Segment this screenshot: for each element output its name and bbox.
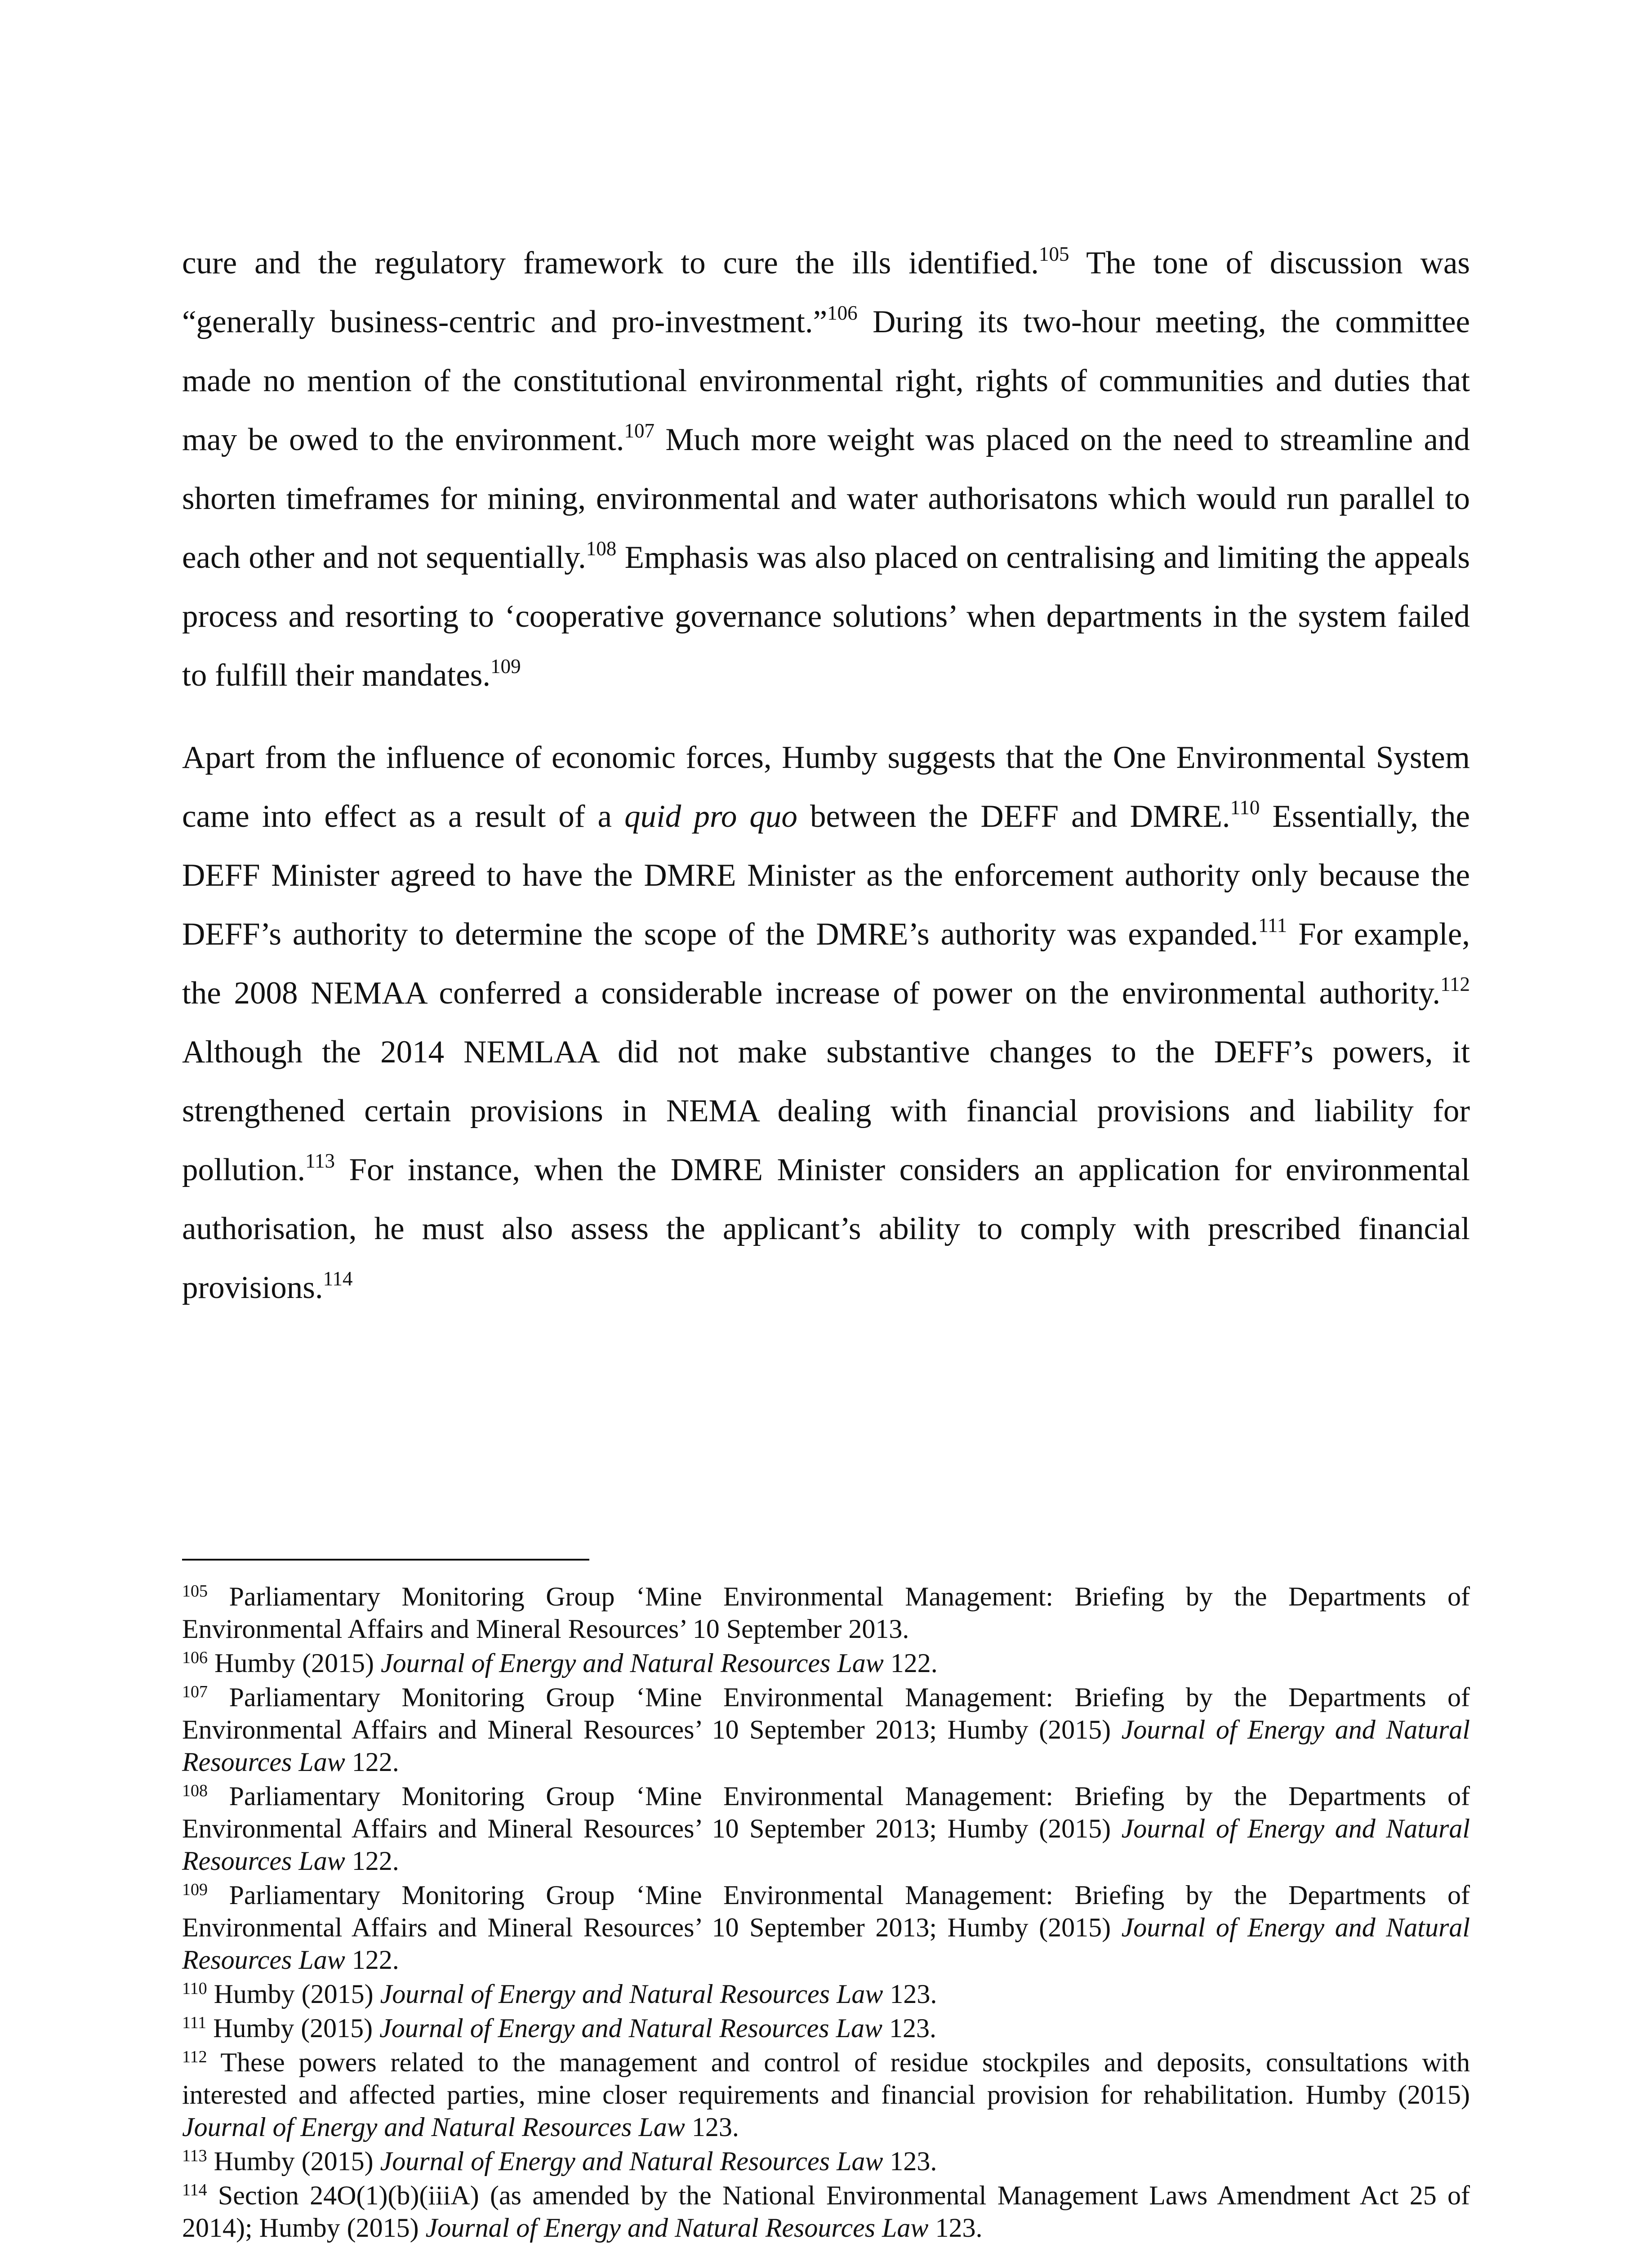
sentence: Much more weight was placed on the need to streamline and shorten timeframes for mining, environmental and water authorisatons which would run parallel to each other and not sequentially. [182,422,1470,575]
journal-title: Journal of Energy and Natural Resources Law [380,2146,883,2176]
footnote-ref-105[interactable]: 105 [1038,243,1069,265]
footnote-number: 107 [182,1682,208,1701]
footnote-text: Humby (2015) [207,2146,380,2176]
footnote-text: 122. [345,1846,399,1876]
footnote-109 [182,1879,1470,1976]
journal-title: Journal of Energy and Natural Resources Law [380,1648,884,1678]
footnote-105 [182,1580,1470,1645]
footnote-text: These powers related to the management and control of residue stockpiles and deposits, consultations with interested and affected parties, mine closer requirements and financial provision for rehabilitation. Humby (2015) [182,2047,1470,2110]
journal-title: Journal of Energy and Natural Resources Law [182,1814,1470,1876]
footnote-text: Humby (2015) [207,1979,380,2009]
sentence: cure and the regulatory framework to cure the ills identified. [182,245,1039,281]
footnotes-section [182,1580,1470,2246]
journal-title: Journal of Energy and Natural Resources Law [380,1979,883,2009]
footnote-107 [182,1681,1470,1778]
footnote-text: 122. [345,1945,399,1975]
footnote-text: Parliamentary Monitoring Group ‘Mine Environmental Management: Briefing by the Departments of Environmental Affairs and Mineral Resources’ 10 September 2013; Humby (2015) [182,1781,1470,1843]
footnote-text: 122. [883,1648,938,1678]
sentence: Emphasis was also placed on centralising and limiting the appeals process and resorting to ‘cooperative governance solutions’ when departments in the system failed to fulfill their mandates. [182,540,1470,693]
footnote-number: 110 [182,1979,207,1998]
sentence: For example, the 2008 NEMAA conferred a considerable increase of power on the environmental authority. [182,917,1470,1011]
footnote-ref-109[interactable]: 109 [490,655,521,678]
footnote-ref-112[interactable]: 112 [1440,973,1470,995]
sentence: Although the 2014 NEMLAA did not make substantive changes to the DEFF’s powers, it strengthened certain provisions in NEMA dealing with financial provisions and liability for pollution. [182,1035,1470,1187]
body-paragraph-1 [182,234,1470,705]
sentence: Apart from the influence of economic forces, Humby suggests that the One Environmental System came into effect as a result of a [182,740,1470,834]
footnote-number: 112 [182,2047,207,2066]
journal-title: Journal of Energy and Natural Resources Law [182,2112,685,2142]
journal-title: Journal of Energy and Natural Resources Law [379,2013,882,2043]
journal-title: Journal of Energy and Natural Resources Law [425,2213,929,2243]
footnote-108 [182,1780,1470,1877]
footnote-text: 123. [883,1979,937,2009]
footnote-text: 123. [685,2112,739,2142]
sentence: Essentially, the DEFF Minister agreed to have the DMRE Minister as the enforcement authority only because the DEFF’s authority to determine the scope of the DMRE’s authority was expanded. [182,799,1470,952]
footnote-text: 123. [883,2146,937,2176]
footnote-ref-108[interactable]: 108 [586,537,617,560]
footnote-number: 114 [182,2181,207,2199]
footnote-number: 113 [182,2146,207,2165]
footnote-110 [182,1978,1470,2010]
footnote-number: 111 [182,2013,207,2032]
footnote-114 [182,2179,1470,2244]
footnote-number: 106 [182,1648,208,1667]
footnote-ref-114[interactable]: 114 [323,1267,353,1290]
footnote-separator [182,1559,589,1561]
sentence: For instance, when the DMRE Minister considers an application for environmental authorisation, he must also assess the applicant’s ability to comply with prescribed financial provisions. [182,1152,1470,1305]
footnote-text: Parliamentary Monitoring Group ‘Mine Environmental Management: Briefing by the Departments of Environmental Affairs and Mineral Resources’ 10 September 2013. [182,1582,1470,1644]
footnote-text: Parliamentary Monitoring Group ‘Mine Environmental Management: Briefing by the Departments of Environmental Affairs and Mineral Resources’ 10 September 2013; Humby (2015) [182,1682,1470,1744]
footnote-text: Humby (2015) [206,2013,380,2043]
footnote-number: 109 [182,1880,208,1899]
footnote-text: 123. [882,2013,936,2043]
footnote-ref-110[interactable]: 110 [1230,796,1260,819]
footnote-ref-111[interactable]: 111 [1258,914,1287,937]
footnote-111 [182,2012,1470,2044]
footnote-ref-107[interactable]: 107 [624,419,655,442]
sentence: between the DEFF and DMRE. [797,799,1230,834]
footnote-ref-113[interactable]: 113 [305,1150,335,1172]
sentence: The tone of discussion was “generally business-centric and pro-investment.” [182,245,1470,339]
footnote-text: Parliamentary Monitoring Group ‘Mine Environmental Management: Briefing by the Departments of Environmental Affairs and Mineral Resources’ 10 September 2013; Humby (2015) [182,1880,1470,1942]
footnote-number: 105 [182,1582,208,1601]
footnote-text: Humby (2015) [208,1648,381,1678]
footnote-ref-106[interactable]: 106 [827,302,858,324]
footnote-112 [182,2046,1470,2143]
footnote-text: Section 24O(1)(b)(iiiA) (as amended by the National Environmental Management Laws Amendment Act 25 of 2014); Humby (2015) [182,2181,1470,2243]
footnote-113 [182,2145,1470,2177]
body-paragraph-2 [182,728,1470,1317]
italic-phrase: quid pro quo [624,799,797,834]
footnote-number: 108 [182,1781,208,1800]
footnote-text: 122. [345,1747,399,1777]
footnote-106 [182,1647,1470,1679]
sentence: During its two-hour meeting, the committee made no mention of the constitutional environmental right, rights of communities and duties that may be owed to the environment. [182,304,1470,457]
footnote-text: 123. [928,2213,983,2243]
journal-title: Journal of Energy and Natural Resources Law [182,1913,1470,1975]
journal-title: Journal of Energy and Natural Resources Law [182,1715,1470,1777]
